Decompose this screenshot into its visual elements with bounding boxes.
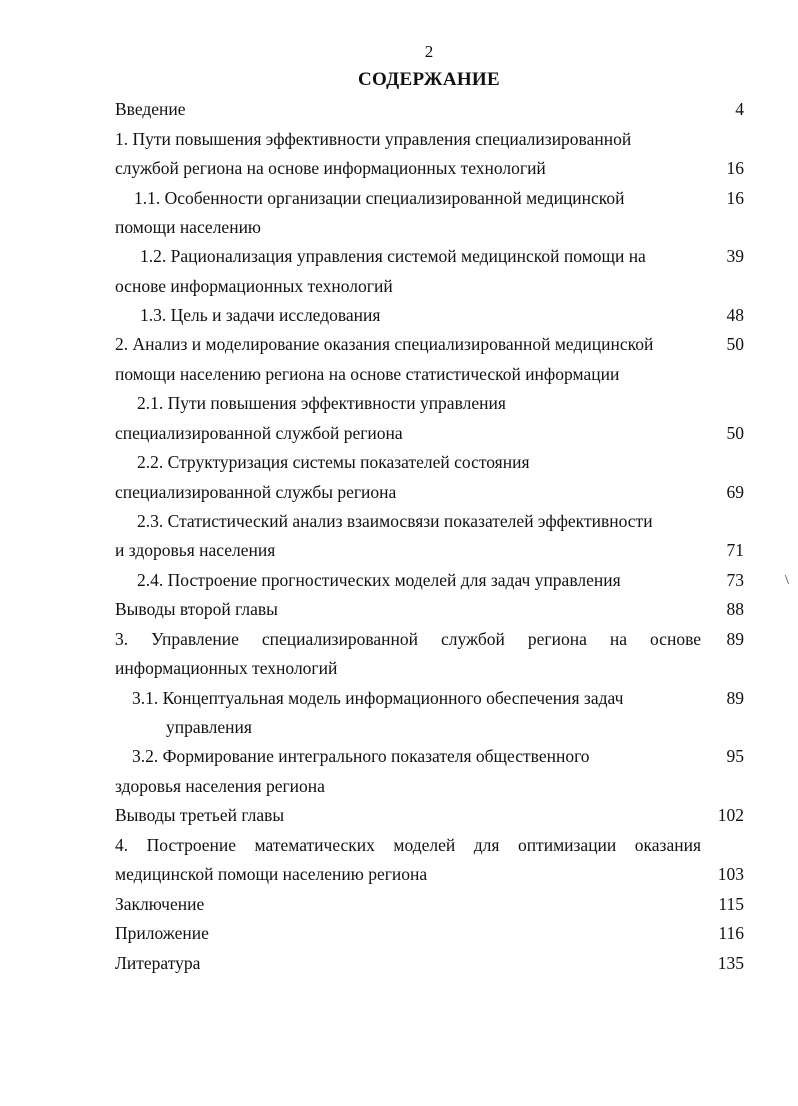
toc-line: Заключение (115, 894, 205, 914)
page-ref: 73 (726, 570, 744, 590)
toc-line: Приложение (115, 923, 209, 943)
toc-line: Выводы второй главы (115, 599, 278, 619)
toc-line: Введение (115, 99, 186, 119)
page-ref: 50 (726, 334, 744, 354)
page-number: 2 (424, 42, 434, 61)
toc-line: управления (166, 717, 252, 737)
toc-line: информационных технологий (115, 658, 338, 678)
page-ref: 50 (726, 423, 744, 443)
page-ref: 89 (726, 688, 744, 708)
toc-line: 3. Управление специализированной службой региона на основе (115, 629, 701, 649)
toc-line: 1.1. Особенности организации специализированной медицинской (134, 188, 625, 208)
margin-mark: \ (785, 573, 789, 588)
page-ref: 135 (717, 953, 744, 973)
toc-line: 2.2. Структуризация системы показателей состояния (137, 452, 530, 472)
toc-line: 2.3. Статистический анализ взаимосвязи показателей эффективности (137, 511, 653, 531)
toc-line: основе информационных технологий (115, 276, 393, 296)
toc-line: помощи населению (115, 217, 262, 237)
page-ref: 103 (717, 864, 744, 884)
page-ref: 116 (718, 923, 744, 943)
toc-line: здоровья населения региона (115, 776, 325, 796)
page-ref: 102 (717, 805, 744, 825)
page-ref: 16 (726, 158, 744, 178)
page-ref: 88 (726, 599, 744, 619)
toc-line: 1.3. Цель и задачи исследования (140, 305, 381, 325)
page-ref: 48 (726, 305, 744, 325)
page-ref: 71 (726, 540, 744, 560)
toc-line: Выводы третьей главы (115, 805, 285, 825)
toc-line: 1. Пути повышения эффективности управления специализированной (115, 129, 632, 149)
page-ref: 69 (726, 482, 744, 502)
toc-line: 3.2. Формирование интегрального показателя общественного (132, 746, 590, 766)
toc-line: службой региона на основе информационных технологий (115, 158, 546, 178)
toc-line: 4. Построение математических моделей для оптимизации оказания (115, 835, 701, 855)
toc-line: 3.1. Концептуальная модель информационного обеспечения задач (132, 688, 624, 708)
page-ref: 16 (726, 188, 744, 208)
toc-line: 2.4. Построение прогностических моделей для задач управления (137, 570, 621, 590)
toc-line: Литература (115, 953, 201, 973)
toc-line: специализированной службы региона (115, 482, 397, 502)
toc-line: 2.1. Пути повышения эффективности управления (137, 393, 506, 413)
page-ref: 115 (718, 894, 744, 914)
page-ref: 89 (726, 629, 744, 649)
toc-line: и здоровья населения (115, 540, 276, 560)
page-ref: 39 (726, 246, 744, 266)
page-title: СОДЕРЖАНИЕ (358, 69, 500, 90)
toc-line: 2. Анализ и моделирование оказания специализированной медицинской (115, 334, 654, 354)
toc-line: специализированной службой региона (115, 423, 403, 443)
page-ref: 95 (726, 746, 744, 766)
page-ref: 4 (735, 99, 744, 119)
toc-line: медицинской помощи населению региона (115, 864, 428, 884)
toc-line: 1.2. Рационализация управления системой медицинской помощи на (140, 246, 646, 266)
toc-line: помощи населению региона на основе статистической информации (115, 364, 620, 384)
